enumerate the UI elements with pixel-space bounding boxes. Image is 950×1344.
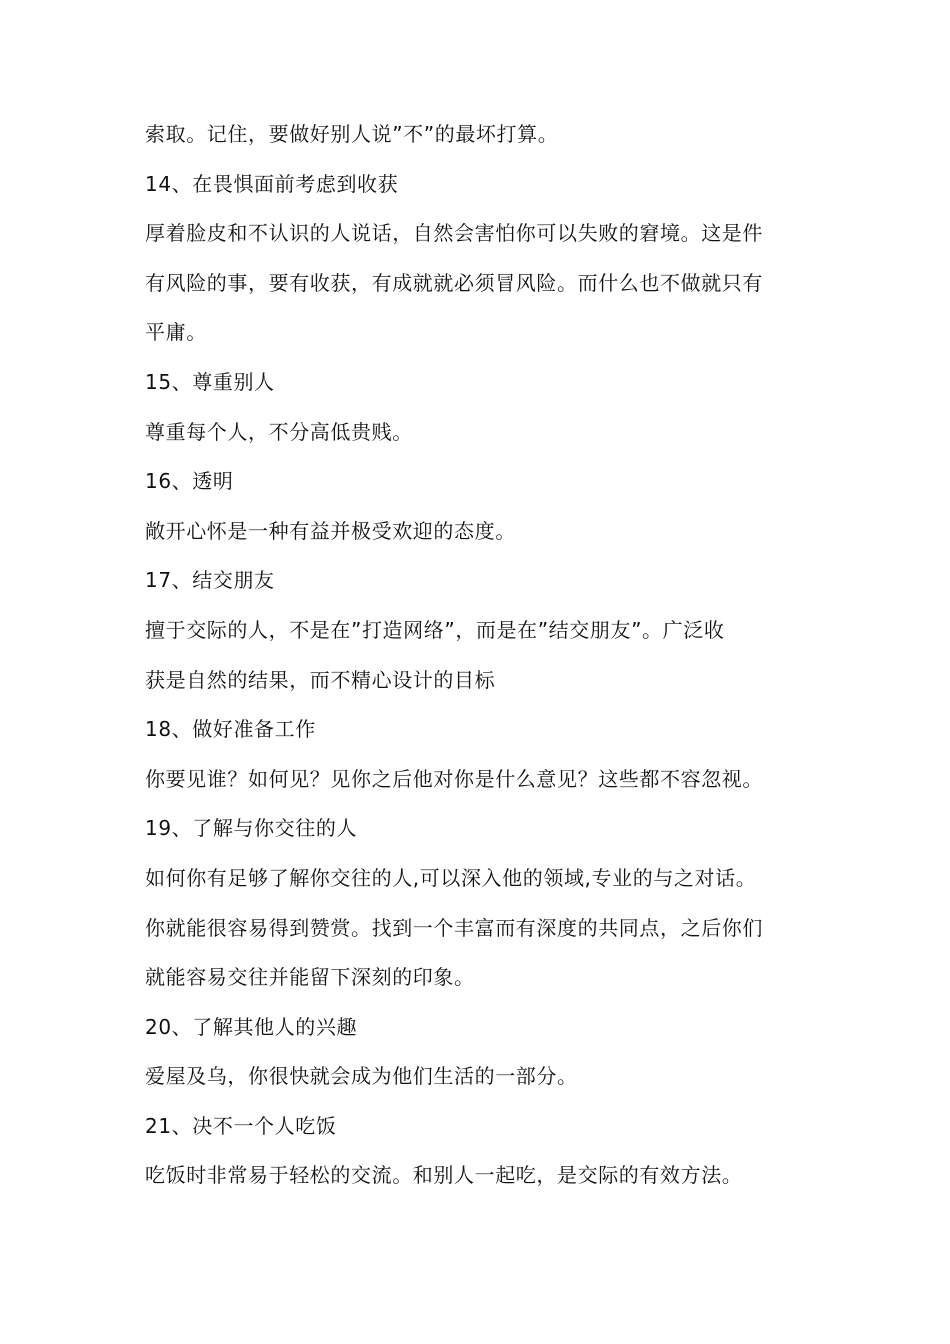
text-line: 就能容易交往并能留下深刻的印象。 <box>145 965 475 990</box>
text-line: 擅于交际的人，不是在”打造网络”，而是在”结交朋友”。广泛收 <box>145 617 725 642</box>
section-heading: 19、了解与你交往的人 <box>145 816 358 841</box>
text-line: 获是自然的结果，而不精心设计的目标 <box>145 667 496 692</box>
text-line: 敞开心怀是一种有益并极受欢迎的态度。 <box>145 518 516 543</box>
section-heading: 15、尊重别人 <box>145 369 275 394</box>
text-line: 吃饭时非常易于轻松的交流。和别人一起吃，是交际的有效方法。 <box>145 1163 743 1188</box>
section-heading: 16、透明 <box>145 469 234 494</box>
text-line: 你要见谁？如何见？见你之后他对你是什么意见？这些都不容忽视。 <box>145 766 763 791</box>
text-line: 爱屋及乌，你很快就会成为他们生活的一部分。 <box>145 1064 578 1089</box>
text-line: 厚着脸皮和不认识的人说话，自然会害怕你可以失败的窘境。这是件 <box>145 221 763 246</box>
text-line: 如何你有足够了解你交往的人,可以深入他的领域,专业的与之对话。 <box>145 865 757 890</box>
document-body <box>145 110 825 1201</box>
text-line: 索取。记住，要做好别人说”不”的最坏打算。 <box>145 122 559 146</box>
text-line: 尊重每个人，不分高低贵贱。 <box>145 419 413 444</box>
text-line: 有风险的事，要有收获，有成就就必须冒风险。而什么也不做就只有 <box>145 270 763 295</box>
text-line: 平庸。 <box>145 320 207 345</box>
section-heading: 17、结交朋友 <box>145 568 275 593</box>
section-heading: 20、了解其他人的兴趣 <box>145 1014 358 1039</box>
text-line: 你就能很容易得到赞赏。找到一个丰富而有深度的共同点，之后你们 <box>145 915 763 940</box>
section-heading: 18、做好准备工作 <box>145 717 316 742</box>
section-heading: 21、决不一个人吃饭 <box>145 1113 337 1138</box>
section-heading: 14、在畏惧面前考虑到收获 <box>145 171 399 196</box>
